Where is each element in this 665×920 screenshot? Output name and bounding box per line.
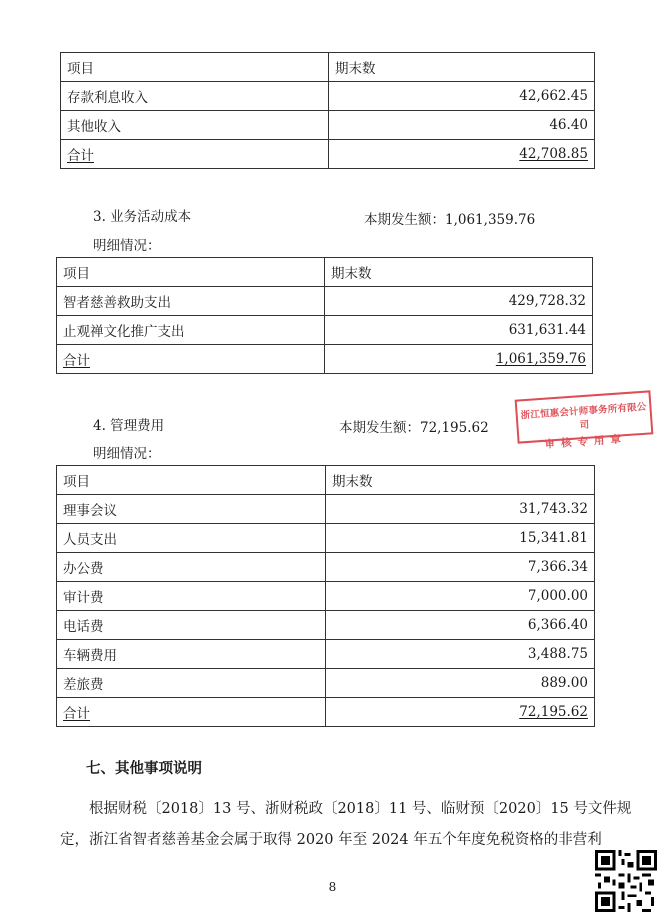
total-label: 合计 [67, 148, 94, 164]
section-4-amount: 本期发生额：72,195.62 [339, 420, 489, 436]
total-label: 合计 [63, 353, 90, 369]
total-value: 72,195.62 [519, 704, 588, 720]
table-header-row [57, 466, 595, 495]
table-row [57, 640, 595, 669]
table-total-row [61, 140, 595, 169]
total-value: 1,061,359.76 [495, 351, 586, 367]
row-value: 3,488.75 [326, 640, 595, 669]
table-row [57, 287, 593, 316]
table-row [57, 495, 595, 524]
table-total-row [57, 698, 595, 727]
stamp-firm-name: 浙江恒惠会计师事务所有限公司 [520, 401, 647, 432]
table-row [57, 611, 595, 640]
row-value: 429,728.32 [325, 287, 593, 316]
table-total-row [57, 345, 593, 374]
row-value: 889.00 [326, 669, 595, 698]
table-business-cost [56, 257, 593, 374]
table-row [57, 316, 593, 345]
row-value: 31,743.32 [326, 495, 595, 524]
section-4-detail-label: 明细情况： [93, 446, 161, 462]
table-other-income [60, 52, 595, 169]
header-period-end: 期末数 [325, 258, 593, 287]
stamp-purpose: 审核专用章 [544, 433, 628, 451]
row-label: 人员支出 [57, 524, 326, 553]
section-3-title: 3. 业务活动成本 [93, 209, 192, 225]
row-value: 631,631.44 [325, 316, 593, 345]
row-label: 理事会议 [57, 495, 326, 524]
row-value: 7,366.34 [326, 553, 595, 582]
row-value: 6,366.40 [326, 611, 595, 640]
section-7-heading: 七、其他事项说明 [86, 760, 202, 777]
section-7-paragraph-line-1: 根据财税〔2018〕13 号、浙财税政〔2018〕11 号、临财预〔2020〕15 号文件规 [89, 801, 632, 817]
total-label: 合计 [63, 706, 90, 722]
row-value: 15,341.81 [326, 524, 595, 553]
row-label: 其他收入 [61, 111, 329, 140]
row-label: 存款利息收入 [61, 82, 329, 111]
row-value: 46.40 [329, 111, 595, 140]
table-header-row [57, 258, 593, 287]
table-header-row [61, 53, 595, 82]
header-item: 项目 [57, 258, 325, 287]
section-3-amount: 本期发生额：1,061,359.76 [364, 212, 536, 228]
header-period-end: 期末数 [326, 466, 595, 495]
row-label: 电话费 [57, 611, 326, 640]
row-label: 止观禅文化推广支出 [57, 316, 325, 345]
section-7-paragraph-line-2: 定，浙江省智者慈善基金会属于取得 2020 年至 2024 年五个年度免税资格的非营利 [60, 832, 602, 848]
audit-seal-stamp [515, 390, 654, 451]
table-row [57, 582, 595, 611]
page-number: 8 [328, 880, 337, 894]
section-3-detail-label: 明细情况： [93, 238, 161, 254]
row-label: 车辆费用 [57, 640, 326, 669]
table-row [57, 553, 595, 582]
section-4-title: 4. 管理费用 [93, 418, 165, 434]
header-item: 项目 [61, 53, 329, 82]
table-row [57, 669, 595, 698]
row-label: 审计费 [57, 582, 326, 611]
table-row [57, 524, 595, 553]
row-label: 差旅费 [57, 669, 326, 698]
header-item: 项目 [57, 466, 326, 495]
row-value: 7,000.00 [326, 582, 595, 611]
table-row [61, 111, 595, 140]
qr-code-icon [595, 850, 657, 912]
row-value: 42,662.45 [329, 82, 595, 111]
total-value: 42,708.85 [519, 146, 588, 162]
row-label: 智者慈善救助支出 [57, 287, 325, 316]
row-label: 办公费 [57, 553, 326, 582]
table-admin-expense [56, 465, 595, 727]
table-row [61, 82, 595, 111]
header-period-end: 期末数 [329, 53, 595, 82]
